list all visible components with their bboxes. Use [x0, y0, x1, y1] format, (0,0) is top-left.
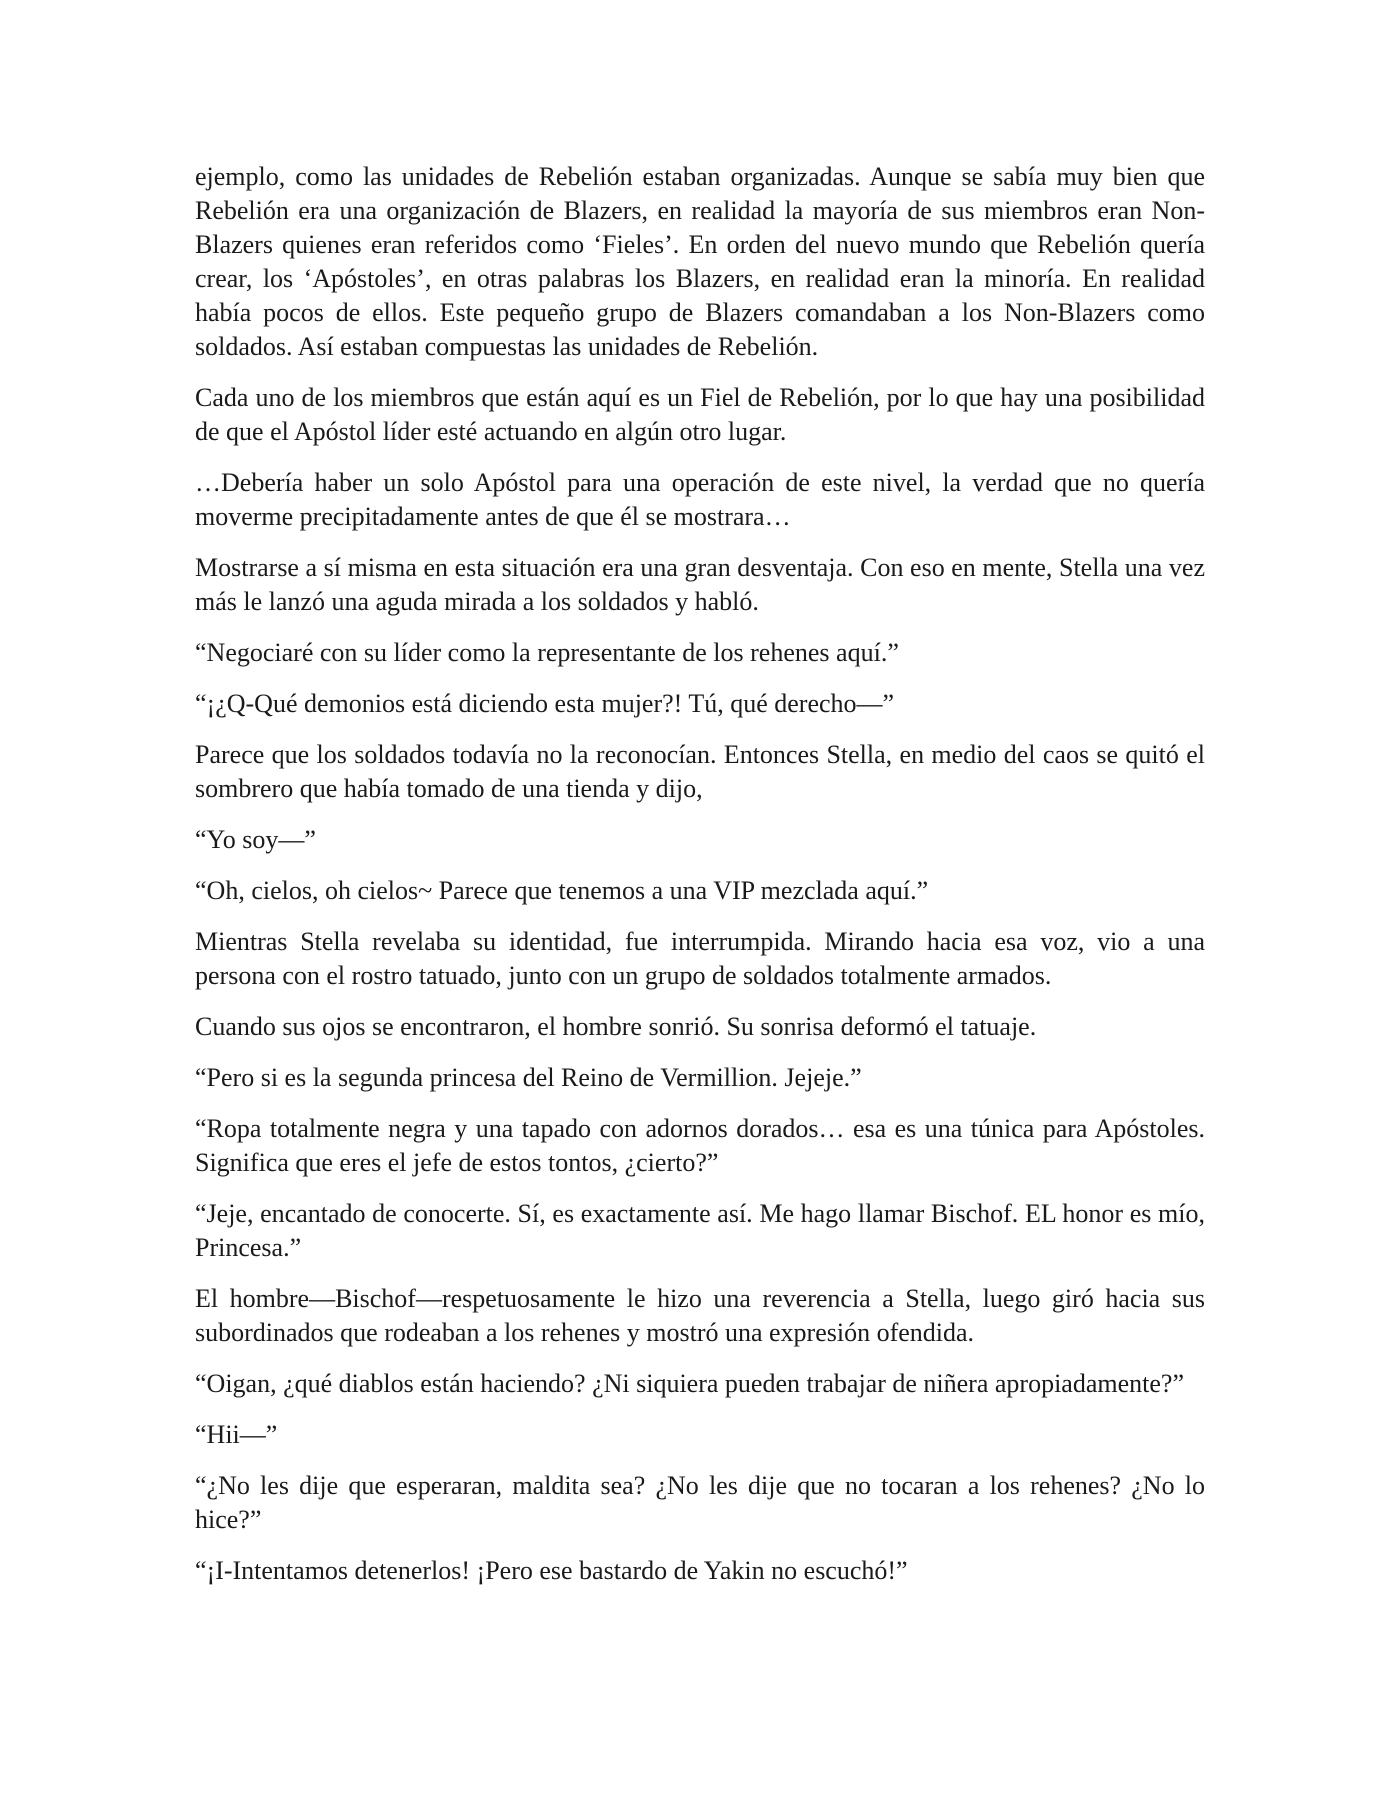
- dialogue-line: “Yo soy—”: [195, 825, 316, 854]
- paragraph: Mientras Stella revelaba su identidad, fue interrumpida. Mirando hacia esa voz, vio a una persona con el rostro tatuado, junto con un grupo de soldados totalmente armados.: [195, 927, 1205, 990]
- dialogue-line: “¡¿Q-Qué demonios está diciendo esta mujer?! Tú, qué derecho—”: [195, 689, 895, 718]
- paragraph: Parece que los soldados todavía no la reconocían. Entonces Stella, en medio del caos se quitó el sombrero que había tomado de una tienda y dijo,: [195, 740, 1205, 803]
- paragraph: Cuando sus ojos se encontraron, el hombre sonrió. Su sonrisa deformó el tatuaje.: [195, 1012, 1037, 1041]
- paragraph: ejemplo, como las unidades de Rebelión estaban organizadas. Aunque se sabía muy bien que Rebelión era una organización de Blazers, en realidad la mayoría de sus miembros eran Non-Blazers quienes eran referidos como ‘Fieles’. En orden del nuevo mundo que Rebelión quería crear, los ‘Apóstoles’, en otras palabras los Blazers, en realidad eran la minoría. En realidad había pocos de ellos. Este pequeño grupo de Blazers comandaban a los Non-Blazers como soldados. Así estaban compuestas las unidades de Rebelión.: [195, 162, 1205, 361]
- dialogue-line: “Oigan, ¿qué diablos están haciendo? ¿Ni siquiera pueden trabajar de niñera apropiadamente?”: [195, 1369, 1184, 1398]
- paragraph: El hombre—Bischof—respetuosamente le hizo una reverencia a Stella, luego giró hacia sus subordinados que rodeaban a los rehenes y mostró una expresión ofendida.: [195, 1284, 1205, 1347]
- dialogue-line: “¿No les dije que esperaran, maldita sea? ¿No les dije que no tocaran a los rehenes? ¿No lo hice?”: [195, 1471, 1205, 1534]
- document-page: [195, 160, 1205, 1605]
- dialogue-line: “Pero si es la segunda princesa del Reino de Vermillion. Jejeje.”: [195, 1063, 862, 1092]
- paragraph: …Debería haber un solo Apóstol para una operación de este nivel, la verdad que no quería moverme precipitadamente antes de que él se mostrara…: [195, 468, 1205, 531]
- dialogue-line: “Negociaré con su líder como la representante de los rehenes aquí.”: [195, 638, 899, 667]
- dialogue-line: “¡I-Intentamos detenerlos! ¡Pero ese bastardo de Yakin no escuchó!”: [195, 1556, 908, 1585]
- dialogue-line: “Hii—”: [195, 1420, 278, 1449]
- paragraph: Mostrarse a sí misma en esta situación era una gran desventaja. Con eso en mente, Stella una vez más le lanzó una aguda mirada a los soldados y habló.: [195, 553, 1205, 616]
- dialogue-line: “Oh, cielos, oh cielos~ Parece que tenemos a una VIP mezclada aquí.”: [195, 876, 929, 905]
- paragraph: Cada uno de los miembros que están aquí es un Fiel de Rebelión, por lo que hay una posibilidad de que el Apóstol líder esté actuando en algún otro lugar.: [195, 383, 1205, 446]
- dialogue-line: “Ropa totalmente negra y una tapado con adornos dorados… esa es una túnica para Apóstoles. Significa que eres el jefe de estos tontos, ¿cierto?”: [195, 1114, 1205, 1177]
- dialogue-line: “Jeje, encantado de conocerte. Sí, es exactamente así. Me hago llamar Bischof. EL honor es mío, Princesa.”: [195, 1199, 1205, 1262]
